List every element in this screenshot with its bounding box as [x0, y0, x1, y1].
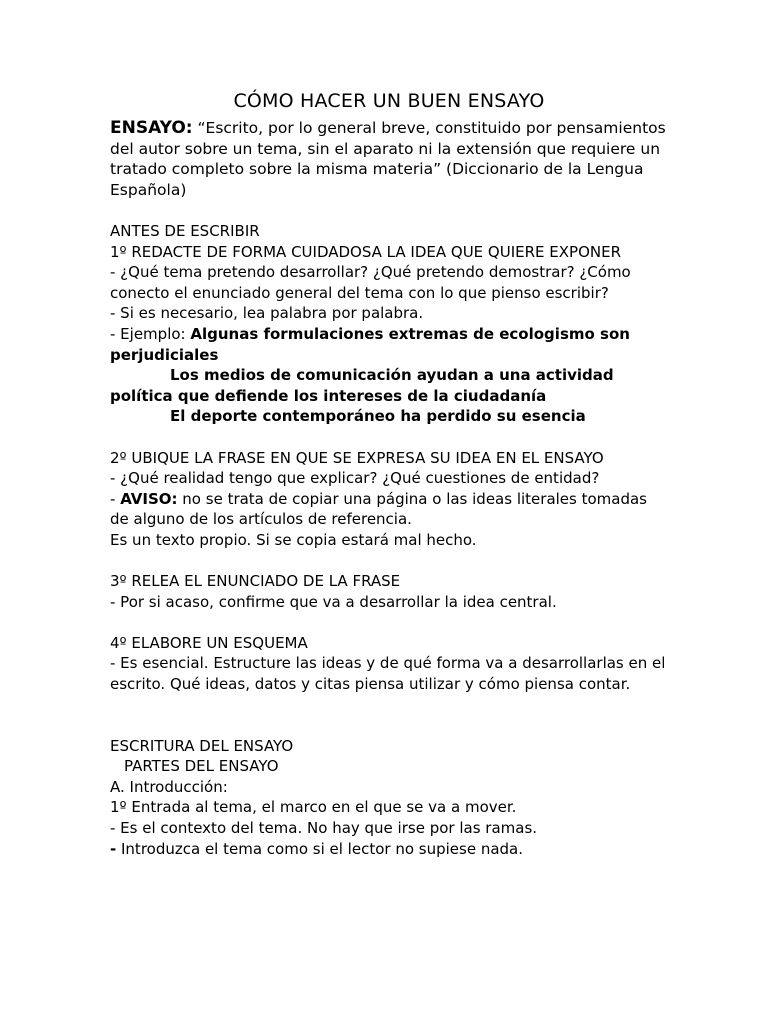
intro-line-1: 1º Entrada al tema, el marco en el que se va a mover. — [110, 798, 517, 817]
aviso-text: no se trata de copiar una página o las ideas literales tomadas de alguno de los artículos de referencia. — [110, 489, 647, 529]
intro-line-3-text: Introduzca el tema como si el lector no supiese nada. — [116, 839, 523, 858]
aviso-label: AVISO: — [120, 489, 178, 508]
step2-question-1: - ¿Qué realidad tengo que explicar? ¿Qué cuestiones de entidad? — [110, 469, 600, 488]
example-label: - Ejemplo: — [110, 324, 191, 343]
intro-heading-line — [110, 777, 668, 798]
step1-question-2: - Si es necesario, lea palabra por palabra. — [110, 304, 424, 323]
step3-heading: 3º RELEA EL ENUNCIADO DE LA FRASE — [110, 572, 401, 591]
step1-example-3-block — [110, 406, 668, 427]
example-3: El deporte contemporáneo ha perdido su esencia — [170, 407, 586, 426]
step1-heading: 1º REDACTE DE FORMA CUIDADOSA LA IDEA QUE QUIERE EXPONER — [110, 242, 622, 261]
step2-heading: 2º UBIQUE LA FRASE EN QUE SE EXPRESA SU IDEA EN EL ENSAYO — [110, 448, 604, 467]
step1-example-2-block — [110, 365, 668, 406]
example-1: Algunas formulaciones extremas de ecologismo son perjudiciales — [110, 324, 630, 364]
step1-question-1: - ¿Qué tema pretendo desarrollar? ¿Qué pretendo demostrar? ¿Cómo conecto el enunciado general del tema con lo que pienso escribir? — [110, 263, 631, 302]
intro-line-3-dash: - — [110, 839, 117, 858]
definition-term: ENSAYO: — [110, 118, 193, 138]
section-heading-before: ANTES DE ESCRIBIR — [110, 221, 260, 240]
aviso-prefix: - — [110, 489, 121, 508]
definition-text: “Escrito, por lo general breve, constituido por pensamientos del autor sobre un tema, sin el aparato ni la extensión que requiere un tratado completo sobre la misma materia” (Diccionario de la Lengua Española) — [110, 119, 666, 199]
step2-aviso — [110, 489, 668, 530]
intro-line-3 — [110, 839, 668, 860]
step1-example — [110, 324, 668, 365]
step4-heading: 4º ELABORE UN ESQUEMA — [110, 633, 308, 652]
intro-colon: : — [222, 777, 228, 796]
parts-heading: PARTES DEL ENSAYO — [124, 757, 279, 776]
intro-line-2: - Es el contexto del tema. No hay que irse por las ramas. — [110, 819, 538, 837]
essay-definition — [110, 118, 668, 200]
section-heading-writing: ESCRITURA DEL ENSAYO — [110, 736, 294, 755]
document-title: CÓMO HACER UN BUEN ENSAYO — [233, 90, 545, 112]
step2-note: Es un texto propio. Si se copia estará mal hecho. — [110, 530, 477, 549]
step3-text: - Por si acaso, confirme que va a desarrollar la idea central. — [110, 592, 557, 611]
step4-text: - Es esencial. Estructure las ideas y de qué forma va a desarrollarlas en el escrito. Qué ideas, datos y citas piensa utilizar y cómo piensa contar. — [110, 654, 666, 694]
intro-heading: A. Introducción — [110, 777, 223, 796]
example-2: Los medios de comunicación ayudan a una actividad política que defiende los intereses de la ciudadanía — [110, 366, 614, 405]
